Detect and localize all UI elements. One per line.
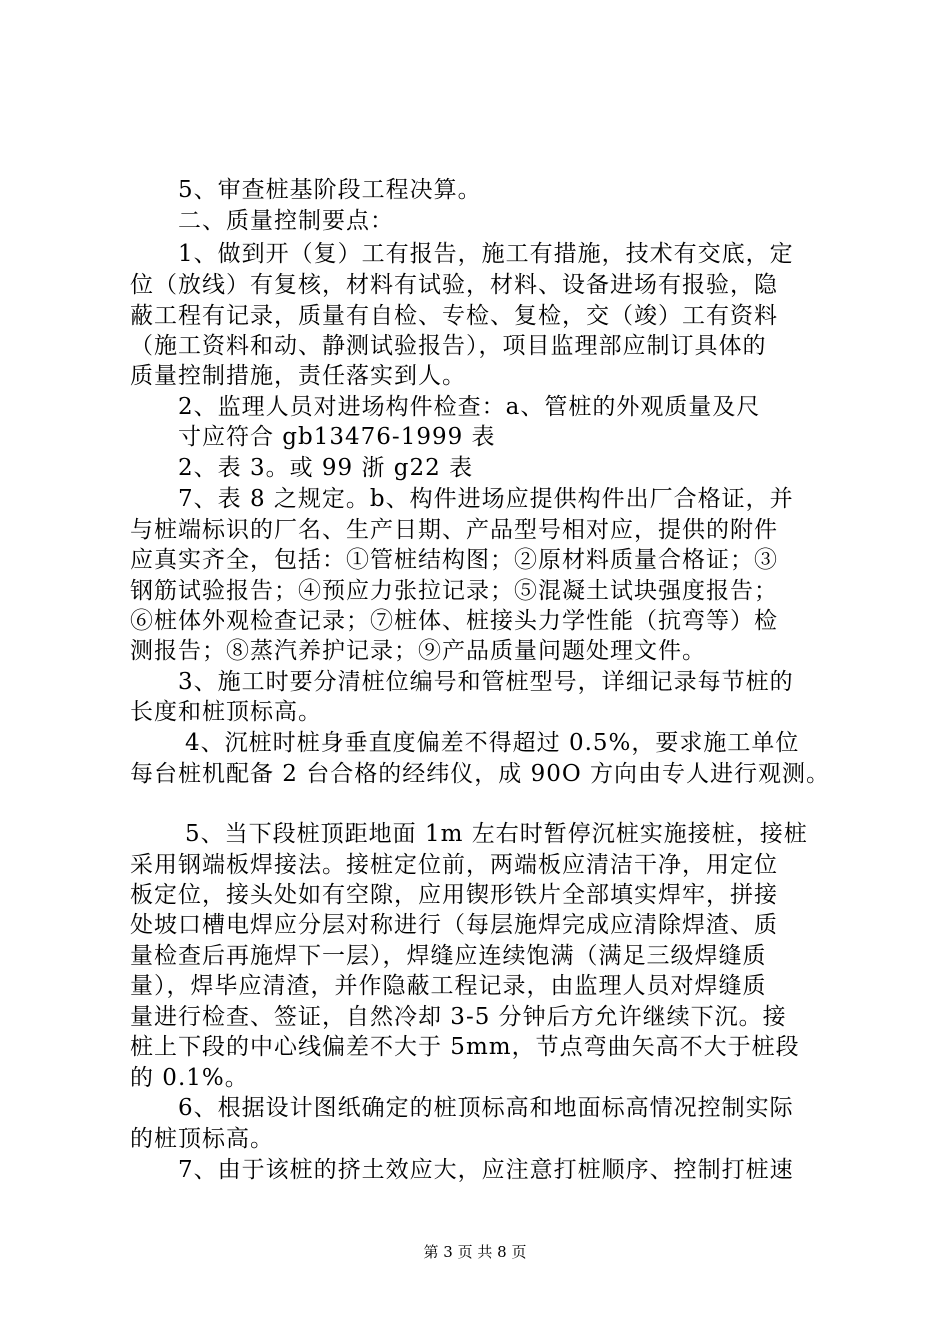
text-line: 板定位，接头处如有空隙，应用锲形铁片全部填实焊牢，拼接 bbox=[130, 882, 778, 908]
text-line: 量检查后再施焊下一层），焊缝应连续饱满（满足三级焊缝质 bbox=[130, 943, 767, 969]
text-line: 寸应符合 gb13476-1999 表 bbox=[178, 424, 496, 450]
page-number: 第 3 页 共 8 页 bbox=[423, 1243, 527, 1261]
text-line: 测报告；⑧蒸汽养护记录；⑨产品质量问题处理文件。 bbox=[130, 638, 706, 664]
text-line: 与桩端标识的厂名、生产日期、产品型号相对应，提供的附件 bbox=[130, 517, 778, 543]
text-line: 蔽工程有记录，质量有自检、专检、复检，交（竣）工有资料 bbox=[130, 303, 778, 329]
text-line: ⑥桩体外观检查记录；⑦桩体、桩接头力学性能（抗弯等）检 bbox=[130, 608, 778, 634]
text-line: 每台桩机配备 2 台合格的经纬仪，成 90O 方向由专人进行观测。 bbox=[130, 761, 830, 787]
text-line: 采用钢端板焊接法。接桩定位前，两端板应清洁干净，用定位 bbox=[130, 852, 778, 878]
text-line: 钢筋试验报告；④预应力张拉记录；⑤混凝土试块强度报告； bbox=[130, 578, 778, 604]
text-line: 长度和桩顶标高。 bbox=[130, 699, 322, 725]
text-line: 桩上下段的中心线偏差不大于 5mm，节点弯曲矢高不大于桩段 bbox=[130, 1034, 800, 1060]
text-line: 的桩顶标高。 bbox=[130, 1126, 274, 1152]
section-heading: 二、质量控制要点： bbox=[178, 208, 394, 234]
text-line: 位（放线）有复核，材料有试验，材料、设备进场有报验，隐 bbox=[130, 272, 778, 298]
text-line: （施工资料和动、静测试验报告），项目监理部应制订具体的 bbox=[130, 333, 767, 359]
text-line: 量进行检查、签证，自然冷却 3-5 分钟后方允许继续下沉。接 bbox=[130, 1004, 787, 1030]
text-line: 的 0.1%。 bbox=[130, 1065, 249, 1091]
text-line: 6、根据设计图纸确定的桩顶标高和地面标高情况控制实际 bbox=[178, 1095, 794, 1121]
text-line: 7、表 8 之规定。b、构件进场应提供构件出厂合格证，并 bbox=[178, 486, 794, 512]
text-line: 3、施工时要分清桩位编号和管桩型号，详细记录每节桩的 bbox=[178, 669, 794, 695]
text-line: 应真实齐全，包括：①管桩结构图；②原材料质量合格证；③ bbox=[130, 547, 778, 573]
text-line: 5、当下段桩顶距地面 1m 左右时暂停沉桩实施接桩，接桩 bbox=[185, 821, 808, 847]
text-line: 5、审查桩基阶段工程决算。 bbox=[178, 177, 482, 203]
text-line: 2、表 3。或 99 浙 g22 表 bbox=[178, 455, 474, 481]
text-line: 4、沉桩时桩身垂直度偏差不得超过 0.5%，要求施工单位 bbox=[185, 730, 800, 756]
text-line: 处坡口槽电焊应分层对称进行（每层施焊完成应清除焊渣、质 bbox=[130, 912, 778, 938]
text-line: 2、监理人员对进场构件检查：a、管桩的外观质量及尺 bbox=[178, 394, 761, 420]
text-line: 7、由于该桩的挤土效应大，应注意打桩顺序、控制打桩速 bbox=[178, 1157, 794, 1183]
text-line: 量），焊毕应清渣，并作隐蔽工程记录，由监理人员对焊缝质 bbox=[130, 973, 767, 999]
text-line: 质量控制措施，责任落实到人。 bbox=[130, 363, 466, 389]
text-line: 1、做到开（复）工有报告，施工有措施，技术有交底，定 bbox=[178, 241, 794, 267]
